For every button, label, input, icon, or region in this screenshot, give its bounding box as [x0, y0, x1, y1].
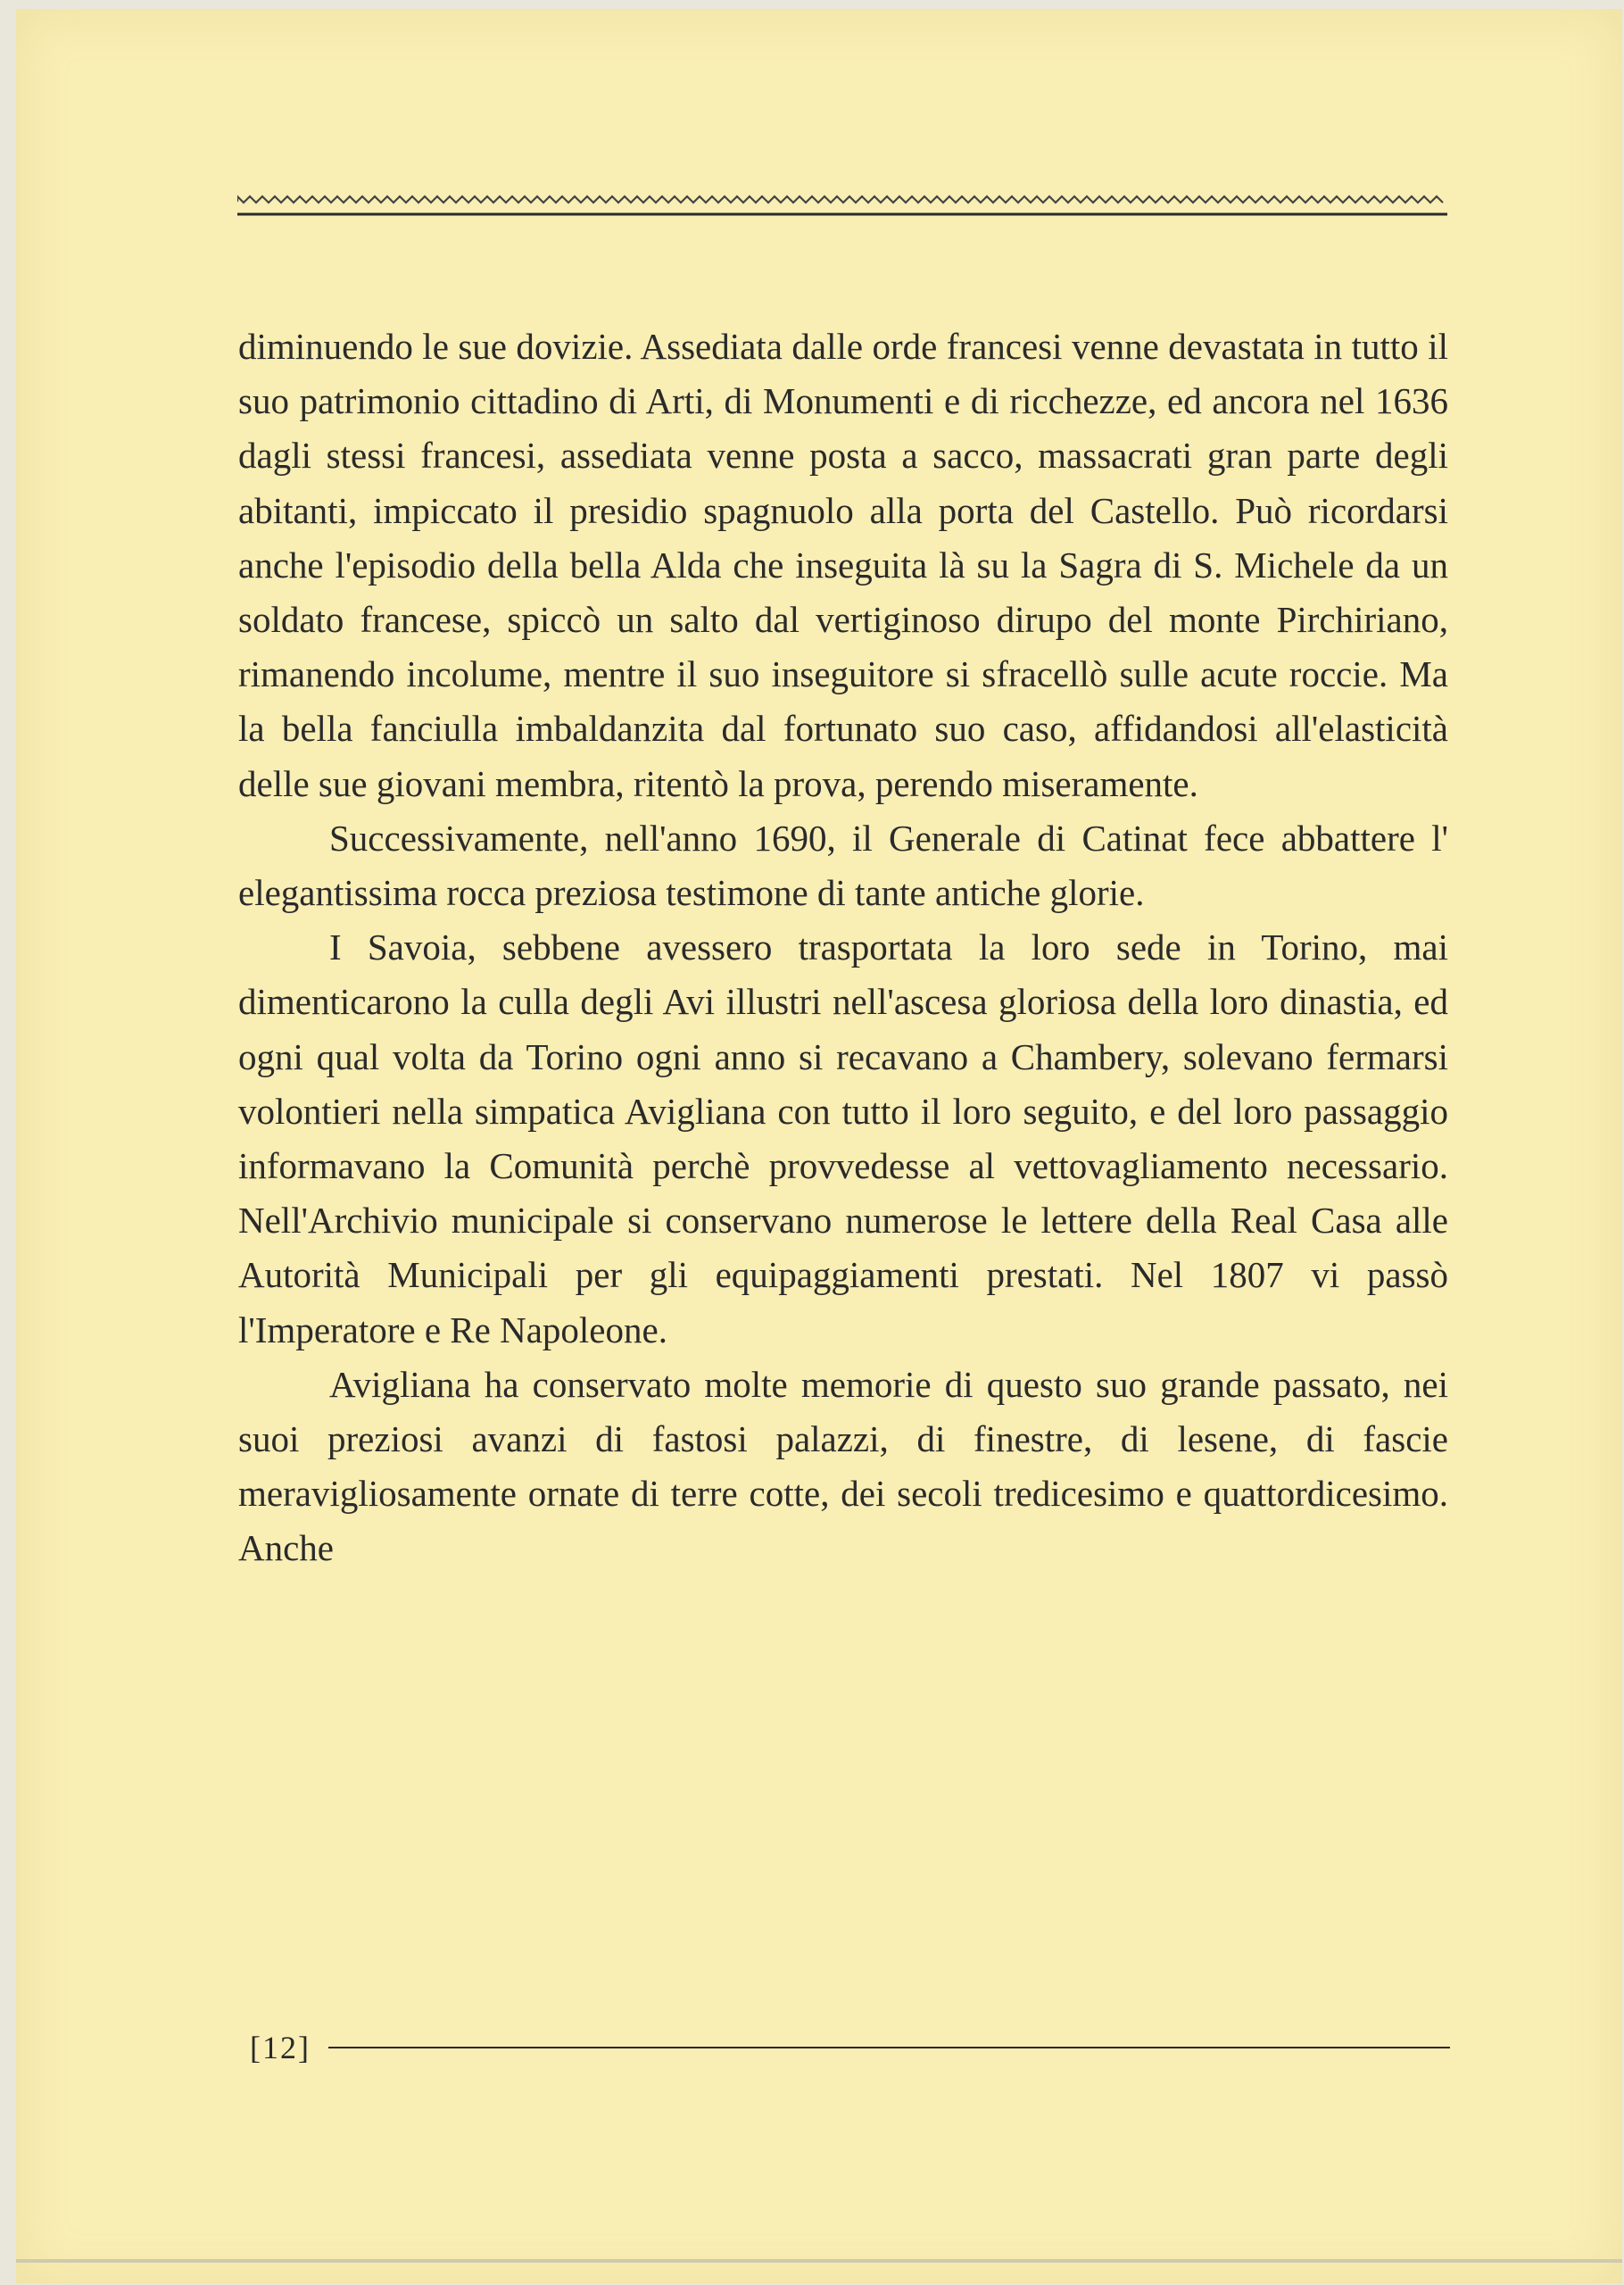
page-footer — [250, 2021, 1450, 2074]
footer-rule — [328, 2047, 1450, 2048]
page-bottom-edge — [16, 2259, 1622, 2263]
paragraph-1: diminuendo le sue dovizie. Assediata dalle orde francesi venne devastata in tutto il suo patrimonio cittadino di Arti, di Monumenti e di ricchezze, ed ancora nel 1636 dagli stessi francesi, assediata venne posta a sacco, massacrati gran parte degli abitanti, impiccato il presidio spagnuolo alla porta del Castello. Può ricordarsi anche l'episodio della bella Alda che inseguita là su la Sagra di S. Michele da un soldato francese, spiccò un salto dal vertiginoso dirupo del monte Pirchiriano, rimanendo incolume, mentre il suo inseguitore si sfracellò sulle acute roccie. Ma la bella fanciulla imbaldanzita dal fortunato suo caso, affidandosi all'elasticità delle sue giovani membra, ritentò la prova, perendo miseramente. — [238, 326, 1448, 804]
paragraph-3: I Savoia, sebbene avessero trasportata la loro sede in Torino, mai dimenticarono la culla degli Avi illustri nell'ascesa gloriosa della loro dinastia, ed ogni qual volta da Torino ogni anno si recavano a Chambery, solevano fermarsi volontieri nella simpatica Avigliana con tutto il loro seguito, e del loro passaggio informavano la Comunità perchè provvedesse al vettovagliamento necessario. Nell'Archivio municipale si conservano numerose le lettere della Real Casa alle Autorità Municipali per gli equipaggiamenti prestati. Nel 1807 vi passò l'Imperatore e Re Napoleone. — [238, 926, 1448, 1350]
page-number: [12] — [250, 2030, 311, 2065]
body-text — [238, 320, 1448, 1576]
paragraph-4: Avigliana ha conservato molte memorie di questo suo grande passato, nei suoi preziosi avanzi di fastosi palazzi, di finestre, di lesene, di fascie meravigliosamente ornate di terre cotte, dei secoli tredicesimo e quattordicesimo. Anche — [238, 1363, 1448, 1569]
book-page — [16, 9, 1622, 2283]
paragraph-2: Successivamente, nell'anno 1690, il Generale di Catinat fece abbattere l' elegantissima rocca preziosa testimone di tante antiche glorie. — [238, 817, 1448, 914]
decorative-header-rule — [237, 187, 1447, 223]
